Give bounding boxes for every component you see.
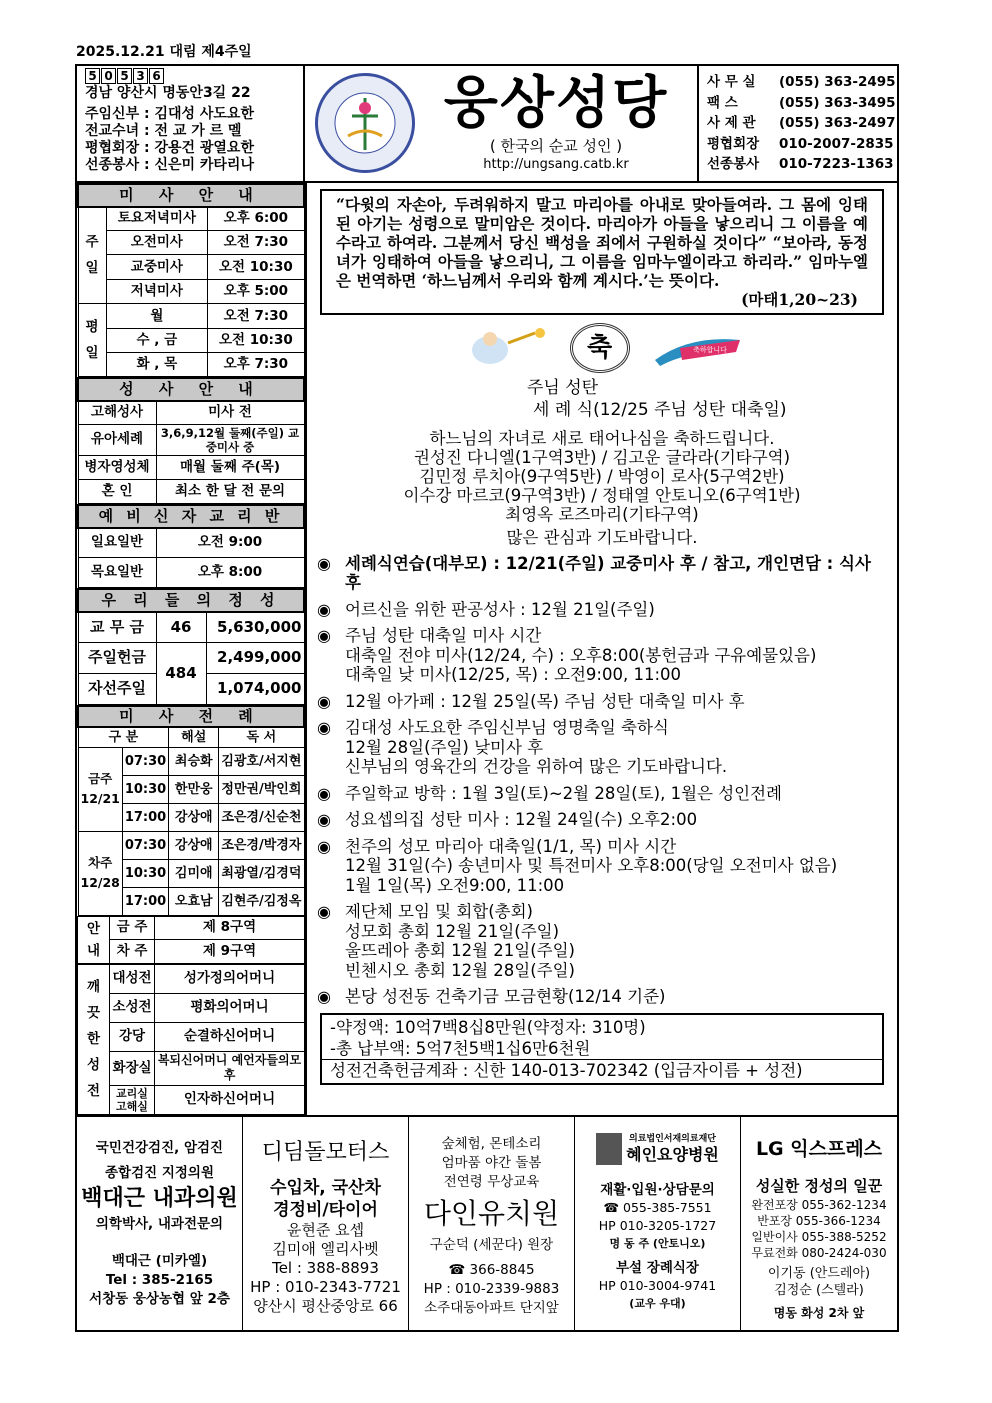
announcement-head: 제단체 모임 및 회합(총회) xyxy=(345,902,533,921)
guide-table xyxy=(77,916,305,964)
parish-url[interactable]: http://ungsang.catb.kr xyxy=(483,157,629,173)
catechumen-table xyxy=(77,504,305,589)
place: 소성전 xyxy=(110,993,155,1022)
sacrament-info: 최소 한 달 전 문의 xyxy=(156,479,304,503)
contact-value: 010-2007-2835 xyxy=(779,135,894,152)
baptism-line: 하느님의 자녀로 새로 태어나심을 축하드립니다. xyxy=(429,428,775,448)
contact-row xyxy=(707,113,896,134)
liturgy-table xyxy=(77,705,305,916)
baptism-line: 권성진 다니엘(1구역3반) / 김고운 글라라(기타구역) xyxy=(413,447,791,467)
readers: 조은경/박경자 xyxy=(219,831,304,859)
ad-line: 완전포장 055-362-1234 xyxy=(751,1197,887,1212)
ad-line: Tel : 385-2165 xyxy=(105,1271,214,1288)
column-header: 구 분 xyxy=(78,727,169,748)
quote-text: “다윗의 자손아, 두려워하지 말고 마리아를 아내로 맞아들여라. 그 몸에 잉태된 아기는 성령으로 말미암은 것이다. 마리아가 아들을 낳으리니 그 이름을 예수라고 하여라. 그분께서 당신 백성을 죄에서 구원하실 것이다” “보아라, 동정녀가 잉태하여 아들을 낳으리니, 그 이름을 임마누엘이라고 하리라.” 임마누엘은 번역하면 ‘하느님께서 우리와 함께 계시다.’는 뜻이다. xyxy=(336,194,868,290)
sacrament-name: 유아세례 xyxy=(78,424,156,455)
mass-time: 17:00 xyxy=(122,803,168,831)
contact-value: 010-7223-1363 xyxy=(779,156,894,172)
ad-motors xyxy=(243,1117,409,1330)
staff-line: 평협회장 : 강용건 광열요한 xyxy=(85,140,254,156)
baptism-line: 최영옥 로즈마리(기타구역) xyxy=(505,504,699,524)
readers: 정만권/박인희 xyxy=(219,775,304,803)
offering-name: 교 무 금 xyxy=(78,612,156,642)
announcement-line: 성모회 총회 12월 21일(주일) xyxy=(345,921,560,941)
readers: 조은경/신순천 xyxy=(219,803,304,831)
ad-line: HP 010-3004-9741 xyxy=(598,1277,717,1293)
celebration-title: 주님 성탄 xyxy=(527,377,599,398)
class-time: 오전 9:00 xyxy=(156,528,304,558)
ads-row xyxy=(77,1115,897,1330)
district: 제 8구역 xyxy=(155,916,305,940)
announcement-head: 본당 성전동 건축기금 모금현황(12/14 기준) xyxy=(345,987,666,1006)
ad-line: 종합검진 지정의원 xyxy=(104,1164,215,1181)
bullet-icon: ◉ xyxy=(317,783,331,803)
mass-time: 오후 7:30 xyxy=(208,353,304,377)
sacrament-info: 3,6,9,12월 둘째(주일) 교중미사 중 xyxy=(156,424,304,455)
announcement-line: 빈첸시오 총회 12월 28일(주일) xyxy=(345,960,575,980)
bullet-icon: ◉ xyxy=(317,987,331,1006)
ad-name: 디딤돌모터스 xyxy=(261,1139,390,1165)
announcement xyxy=(317,784,887,804)
column-header: 해설 xyxy=(169,727,219,748)
contact-value: (055) 363-2497 xyxy=(779,115,896,131)
mass-time: 07:30 xyxy=(122,831,168,859)
mass-time: 오후 6:00 xyxy=(208,207,304,231)
parish-title: 웅상성당 xyxy=(443,71,669,137)
commentator: 김미애 xyxy=(169,859,219,887)
bullet-icon: ◉ xyxy=(317,810,331,829)
offering-amount: 5,630,000 xyxy=(206,612,304,642)
section-heading: 우 리 들 의 정 성 xyxy=(78,589,304,612)
celebration-badge: 축 xyxy=(570,323,630,373)
sacrament-name: 병자영성체 xyxy=(78,455,156,479)
sunday-label: 주 일 xyxy=(78,207,106,304)
ad-name: 혜인요양병원 xyxy=(626,1144,719,1164)
announcement xyxy=(317,987,887,1007)
fund-paid: -총 납부액: 5억7천5백1십6만6천원 xyxy=(330,1038,591,1058)
contact-row xyxy=(707,154,894,175)
announcement-line: 신부님의 영육간의 건강을 위하여 많은 기도바랍니다. xyxy=(345,757,728,776)
parish-logo-area xyxy=(305,66,697,181)
ad-line: 무료전화 080-2424-030 xyxy=(751,1245,887,1260)
week-name: 차 주 xyxy=(110,940,155,964)
date-line: 2025.12.21 대림 제4주일 xyxy=(76,44,252,60)
sacrament-table xyxy=(77,377,305,504)
announcement-head: 천주의 성모 마리아 대축일(1/1, 목) 미사 시간 xyxy=(345,836,677,856)
announcement-head: 12월 아가페 : 12월 25일(목) 주님 성탄 대축일 미사 후 xyxy=(345,691,745,711)
bullet-icon: ◉ xyxy=(317,902,331,921)
ad-line: 명동 화성 2차 앞 xyxy=(773,1305,865,1320)
baptism-line: 김민정 루치아(9구역5반) / 박영이 로사(5구역2반) xyxy=(419,466,785,486)
ad-line: 수입차, 국산차 xyxy=(270,1177,381,1198)
baptism-line: 많은 관심과 기도바랍니다. xyxy=(506,527,698,547)
ad-line: 백대근 (미카엘) xyxy=(111,1252,208,1269)
group: 평화의어머니 xyxy=(155,993,305,1022)
parish-seal-logo xyxy=(315,73,415,173)
offering-name: 주일헌금 xyxy=(78,642,156,673)
ad-line: 소주대동아파트 단지앞 xyxy=(424,1299,559,1316)
ad-line: (교우 우대) xyxy=(629,1296,686,1310)
place: 화장실 xyxy=(110,1051,155,1085)
staff-line: 선종봉사 : 신은미 카타리나 xyxy=(85,157,254,173)
place: 교리실 고해실 xyxy=(110,1085,155,1114)
angel-illustration xyxy=(460,325,550,370)
zip-digit: 3 xyxy=(133,68,148,84)
mass-name: 오전미사 xyxy=(106,231,208,255)
district: 제 9구역 xyxy=(155,940,305,964)
announcement-line: 대축일 전야 미사(12/24, 수) : 오후8:00(봉헌금과 구유예물있음) xyxy=(345,645,817,665)
bulletin-header xyxy=(77,66,897,183)
sacrament-name: 고해성사 xyxy=(78,401,156,424)
announcement-head: 김대성 사도요한 주임신부님 영명축일 축하식 xyxy=(345,718,669,737)
ad-line: ☎ 366-8845 xyxy=(448,1261,535,1278)
staff-line: 전교수녀 : 전 교 가 르 멜 xyxy=(85,123,242,139)
mass-time: 오전 7:30 xyxy=(208,304,304,329)
contact-value: (055) 363-3495 xyxy=(779,94,896,111)
mass-name: 토요저녁미사 xyxy=(106,207,208,231)
mass-time: 오전 7:30 xyxy=(208,231,304,255)
sacrament-info: 매월 둘째 주(목) xyxy=(156,455,304,479)
section-heading: 미 사 전 례 xyxy=(78,706,304,727)
left-column xyxy=(77,183,307,1115)
class-name: 일요일반 xyxy=(78,528,156,558)
mass-time: 10:30 xyxy=(122,775,168,803)
contact-row xyxy=(707,93,896,114)
announcement-head: 세례식연습(대부모) : 12/21(주일) 교중미사 후 / 참고, 개인면담 : 식사 후 xyxy=(345,553,871,592)
ad-line: 윤현준 요셉 xyxy=(286,1220,365,1239)
ad-kindergarten xyxy=(409,1117,575,1330)
announcement-line: 1월 1일(목) 오전9:00, 11:00 xyxy=(345,875,565,895)
announcement xyxy=(317,902,887,980)
zip-digit: 5 xyxy=(85,68,100,84)
parish-info xyxy=(77,66,305,181)
announcement-line: 대축일 낮 미사(12/25, 목) : 오전9:00, 11:00 xyxy=(345,665,681,684)
ad-line: Tel : 388-8893 xyxy=(272,1258,379,1277)
cleaning-table xyxy=(77,964,305,1115)
ad-line: 명 동 주 (안토니오) xyxy=(609,1236,706,1250)
week-name: 금 주 xyxy=(110,916,155,940)
mass-name: 교중미사 xyxy=(106,255,208,280)
commentator: 강상애 xyxy=(169,803,219,831)
announcement xyxy=(317,626,887,685)
ad-hospital xyxy=(575,1117,741,1330)
mass-day: 월 xyxy=(106,304,208,329)
offering-amount: 1,074,000 xyxy=(206,673,304,704)
ad-line: HP 010-3205-1727 xyxy=(598,1217,717,1233)
ad-clinic xyxy=(77,1117,243,1330)
ad-name: 백대근 내과의원 xyxy=(81,1185,238,1211)
contact-value: (055) 363-2495 xyxy=(779,74,896,90)
readers: 최광열/김경덕 xyxy=(219,859,304,887)
zip-code xyxy=(85,68,295,85)
bullet-icon: ◉ xyxy=(317,718,331,737)
zip-digit: 0 xyxy=(101,68,116,84)
ad-line: 김정순 (스텔라) xyxy=(774,1282,864,1298)
parish-subtitle: ( 한국의 순교 성인 ) xyxy=(489,137,623,156)
hospital-logo-icon xyxy=(596,1133,622,1165)
contact-label: 선종봉사 xyxy=(707,156,760,172)
zip-digit: 6 xyxy=(149,68,164,84)
hospital-logo xyxy=(578,1133,737,1165)
group: 성가정의어머니 xyxy=(155,964,305,993)
announcement xyxy=(317,718,887,777)
gospel-quote xyxy=(320,189,884,315)
bullet-icon: ◉ xyxy=(317,553,331,573)
quote-reference: (마태1,20~23) xyxy=(741,289,858,309)
ad-line: 숲체험, 몬테소리 xyxy=(441,1135,542,1152)
sacrament-info: 미사 전 xyxy=(156,401,304,424)
baptism-title: 세 례 식(12/25 주님 성탄 대축일) xyxy=(533,399,787,420)
commentator: 한만웅 xyxy=(169,775,219,803)
celebration-banner xyxy=(650,330,745,366)
commentator: 강상애 xyxy=(169,831,219,859)
announcement xyxy=(317,554,887,593)
announcement-head: 어르신을 위한 판공성사 : 12월 21일(주일) xyxy=(345,599,655,619)
ad-line: 재활·입원·상담문의 xyxy=(600,1181,715,1198)
group: 복되신어머니 예언자들의모후 xyxy=(155,1051,305,1085)
ad-name: LG 익스프레스 xyxy=(755,1137,883,1160)
offering-table xyxy=(77,588,305,705)
ad-line: HP : 010-2339-9883 xyxy=(423,1280,560,1297)
mass-time: 07:30 xyxy=(122,747,168,775)
ad-moving xyxy=(741,1117,897,1330)
offering-count: 46 xyxy=(156,612,206,642)
announcement-line: 울뜨레아 총회 12월 21일(주일) xyxy=(345,941,575,960)
contact-row xyxy=(707,72,896,93)
sacrament-name: 혼 인 xyxy=(78,479,156,503)
ad-line: 김미애 엘리사벳 xyxy=(272,1239,379,1258)
fund-pledge: -약정액: 10억7백8십8만원(약정자: 310명) xyxy=(330,1017,646,1037)
contact-label: 평협회장 xyxy=(707,135,760,152)
announcement-head: 성요셉의집 성탄 미사 : 12월 24일(수) 오후2:00 xyxy=(345,810,698,829)
ad-line: 반포장 055-366-1234 xyxy=(757,1213,881,1228)
fund-account: 성전건축헌금계좌 : 신한 140-013-702342 (입금자이름 + 성전) xyxy=(322,1059,882,1081)
ad-line: 서창동 웅상농협 앞 2층 xyxy=(89,1290,230,1307)
offering-name: 자선주일 xyxy=(78,673,156,704)
ad-line: 전연령 무상교육 xyxy=(443,1173,540,1190)
group: 순결하신어머니 xyxy=(155,1022,305,1051)
ad-line: 엄마품 야간 돌봄 xyxy=(441,1154,542,1171)
section-heading: 예 비 신 자 교 리 반 xyxy=(78,505,304,528)
zip-digit: 5 xyxy=(117,68,132,84)
ad-line: 일반이사 055-388-5252 xyxy=(751,1229,887,1244)
celebration-images xyxy=(317,323,887,373)
offering-amount: 2,499,000 xyxy=(206,642,304,673)
column-header: 독 서 xyxy=(219,727,304,748)
bullet-icon: ◉ xyxy=(317,836,331,856)
bulletin-body xyxy=(77,183,897,1115)
place: 강당 xyxy=(110,1022,155,1051)
right-column xyxy=(307,183,897,1115)
section-heading: 성 사 안 내 xyxy=(78,378,304,401)
class-time: 오후 8:00 xyxy=(156,558,304,588)
ad-line: 의학박사, 내과전문의 xyxy=(95,1215,224,1232)
readers: 김광호/서지현 xyxy=(219,747,304,775)
ad-line: 양산시 평산중앙로 66 xyxy=(253,1296,398,1315)
banner-text: 축하합니다 xyxy=(692,345,727,354)
contact-label: 사 무 실 xyxy=(707,74,756,90)
announcement xyxy=(317,600,887,620)
bullet-icon: ◉ xyxy=(317,626,331,645)
ad-line: 경정비/타이어 xyxy=(273,1199,378,1220)
ad-line: 성실한 정성의 일꾼 xyxy=(755,1176,883,1195)
readers: 김현주/김정옥 xyxy=(219,887,304,915)
week-label: 금주 12/21 xyxy=(78,747,122,831)
bullet-icon: ◉ xyxy=(317,691,331,711)
ad-line: 국민건강검진, 암검진 xyxy=(95,1139,224,1156)
announcement xyxy=(317,810,887,830)
ad-name: 다인유치원 xyxy=(423,1196,560,1230)
contact-label: 팩 스 xyxy=(707,94,738,111)
week-label: 차주 12/28 xyxy=(78,831,122,915)
mass-time: 오전 10:30 xyxy=(208,329,304,353)
ad-line: 부설 장례식장 xyxy=(616,1259,699,1276)
guide-label: 안 내 xyxy=(78,916,110,963)
building-fund-box xyxy=(320,1013,884,1085)
announcement-line: 12월 31일(수) 송년미사 및 특전미사 오후8:00(당일 오전미사 없음) xyxy=(345,856,838,875)
baptism-line: 이수강 마르코(9구역3반) / 정태열 안토니오(6구역1반) xyxy=(403,485,801,505)
ad-line: ☎ 055-385-7551 xyxy=(603,1199,712,1215)
mass-day: 화 , 목 xyxy=(106,353,208,377)
offering-count: 484 xyxy=(156,642,206,704)
place: 대성전 xyxy=(110,964,155,993)
ad-line: 이기동 (안드레아) xyxy=(767,1265,871,1281)
contact-label: 사 제 관 xyxy=(707,115,756,131)
mass-time: 10:30 xyxy=(122,859,168,887)
class-name: 목요일반 xyxy=(78,558,156,588)
parish-logo-text xyxy=(425,72,687,174)
ad-line: 의료법인서재의료재단 xyxy=(629,1133,716,1144)
ad-line: 구순덕 (세꾼다) 원장 xyxy=(429,1236,554,1253)
mass-name: 저녁미사 xyxy=(106,280,208,304)
announcement-head: 주님 성탄 대축일 미사 시간 xyxy=(345,626,542,645)
announcement-head: 주일학교 방학 : 1월 3일(토)~2월 28일(토), 1월은 성인전례 xyxy=(345,783,782,803)
ad-line: HP : 010-2343-7721 xyxy=(250,1277,401,1296)
commentator: 최승화 xyxy=(169,747,219,775)
announcement-line: 12월 28일(주일) 낮미사 후 xyxy=(345,737,544,757)
mass-guide-table xyxy=(77,183,305,378)
mass-time: 17:00 xyxy=(122,887,168,915)
contact-row xyxy=(707,134,894,155)
announcement xyxy=(317,692,887,712)
contact-list xyxy=(697,66,897,181)
staff-line: 주임신부 : 김대성 사도요한 xyxy=(85,106,254,122)
cleaning-label: 깨 끗 한 성 전 xyxy=(78,964,110,1114)
bullet-icon: ◉ xyxy=(317,599,331,619)
commentator: 오효남 xyxy=(169,887,219,915)
group: 인자하신어머니 xyxy=(155,1085,305,1114)
section-heading: 미 사 안 내 xyxy=(78,184,304,207)
weekday-label: 평 일 xyxy=(78,304,106,377)
announcement xyxy=(317,837,887,896)
address: 경남 양산시 명동안3길 22 xyxy=(85,85,251,101)
mass-time: 오후 5:00 xyxy=(208,280,304,304)
mass-time: 오전 10:30 xyxy=(208,255,304,280)
bulletin-frame xyxy=(75,64,899,1332)
mass-day: 수 , 금 xyxy=(106,329,208,353)
baptism-list xyxy=(317,429,887,547)
